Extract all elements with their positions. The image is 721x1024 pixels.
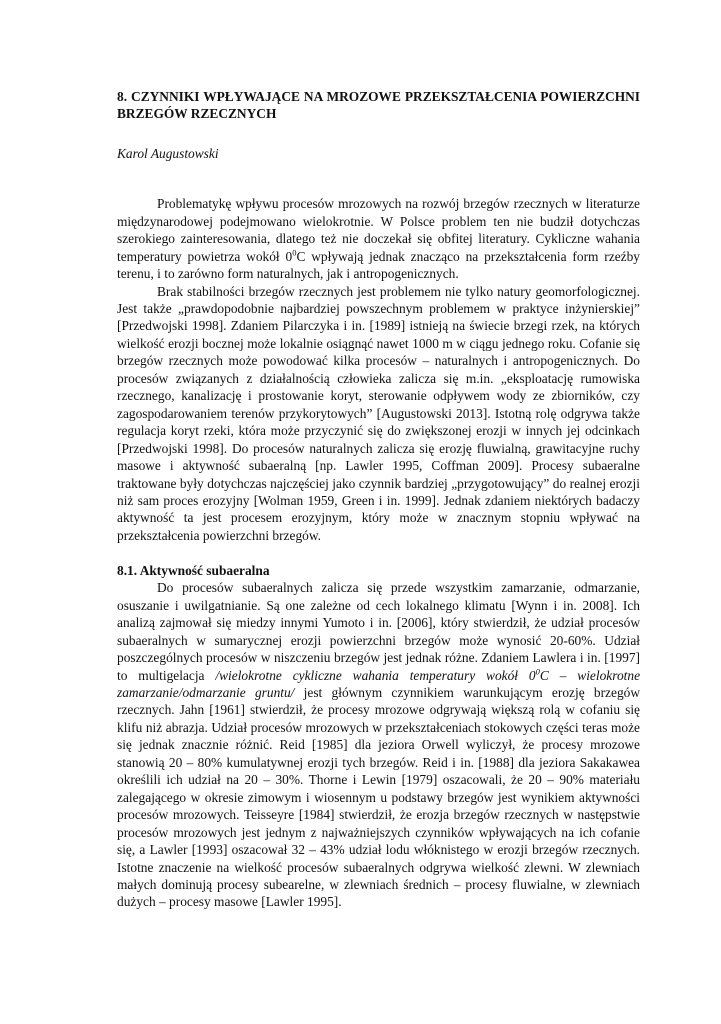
section-paragraph-italic-a: /wielokrotne cykliczne wahania temperatury wokół 0 [215, 667, 536, 683]
section-paragraph-italic-b: C – wielokrotne zamarzanie/odmarzanie gruntu/ [117, 667, 641, 700]
section-paragraph-text-a: Do procesów subaeralnych zalicza się przede wszystkim zamarzanie, odmarzanie, osuszanie i uwilgatnianie. Są one zależne od cech lokalnego klimatu [Wynn i in. 2008]. Ich analizą zajmował się miedzy innymi Yumoto i in. [2006], który stwierdził, że udział procesów subaeralnych w sumarycznej erozji powierzchni brzegów może wynosić 20-60%. Udział poszczególnych procesów w niszczeniu brzegów jest jednak różne. Zdaniem Lawlera i in. [1997] to multigelacja [117, 580, 640, 683]
author-name: Karol Augustowski [117, 145, 219, 161]
intro-paragraph-1-text-a: Problematykę wpływu procesów mrozowych na rozwój brzegów rzecznych w literaturze międzynarodowej podejmowano wielokrotnie. W Polsce problem ten nie budził dotychczas szerokiego zainteresowania, dlatego też nie doczekał się obfitej literatury. Cykliczne wahania temperatury powietrza wokół 0 [117, 196, 640, 264]
intro-section [117, 195, 640, 544]
section-paragraph [117, 579, 640, 911]
intro-paragraph-1-text-b: C wpływają jednak znacząco na przekształcenia form rzeźby terenu, i to zarówno form naturalnych, jak i antropogenicznych. [117, 248, 640, 282]
degree-superscript-italic: 0 [535, 666, 540, 677]
intro-paragraph-2: Brak stabilności brzegów rzecznych jest problemem nie tylko natury geomorfologicznej. Jest także „prawdopodobnie najbardziej powszechnym problemem w praktyce inżynierskiej” [Przedwojski 1998]. Zdaniem Pilarczyka i in. [1989] istnieją na świecie brzegi rzek, na których wielkość erozji bocznej może lokalnie osiągnąć nawet 1000 m w ciągu jednego roku. Cofanie się brzegów rzecznych może powodować kilka procesów – naturalnych i antropogenicznych. Do procesów związanych z działalnością człowieka zalicza się m.in. „eksploatację rumowiska rzecznego, kanalizację i prostowanie koryt, sterowanie odpływem wody ze zbiorników, czy zagospodarowaniem terenów przykorytowych” [Augustowski 2013]. Istotną rolę odgrywa także regulacja koryt rzeki, która może przyczynić się do zwiększonej erozji w innych jej odcinkach [Przedwojski 1998]. Do procesów naturalnych zalicza się erozję fluwialną, grawitacyjne ruchy masowe i aktywność subaeralną [np. Lawler 1995, Coffman 2009]. Procesy subaeralne traktowane były dotychczas najczęściej jako czynnik bardziej „przygotowujący” do realnej erozji niż sam proces erozyjny [Wolman 1959, Green i in. 1999]. Jednak zdaniem niektórych badaczy aktywność ta jest procesem erozyjnym, który może w znacznym stopniu wpływać na przekształcenia powierzchni brzegów. [117, 283, 640, 543]
section-body [117, 579, 640, 911]
document-page [117, 88, 640, 911]
section-heading: 8.1. Aktywność subaeralna [117, 562, 270, 578]
section-paragraph-text-b: jest głównym czynnikiem warunkującym erozję brzegów rzecznych. Jahn [1961] stwierdził, że procesy mrozowe odgrywają większą rolą w cofaniu się klifu niż abrazja. Udział procesów mrozowych w przekształceniach stokowych części teras może się jednak znacznie różnić. Reid [1985] dla jeziora Orwell wyliczył, że procesy mrozowe stanowią 20 – 80% kumulatywnej erozji tych brzegów. Reid i in. [1988] dla jeziora Sakakawea określili ich udział na 20 – 30%. Thorne i Lewin [1979] oszacowali, że 20 – 90% materiału zalegającego w okresie zimowym i wiosennym u podstawy brzegów jest wynikiem aktywności procesów mrozowych. Teisseyre [1984] stwierdził, że erozja brzegów rzecznych w następstwie procesów mrozowych jest jednym z najważniejszych czynników wpływających na ich cofanie się, a Lawler [1993] oszacował 32 – 43% udział lodu włóknistego w erozji brzegów rzecznych. Istotne znaczenie na wielkość procesów subaeralnych odgrywa wielkość zlewni. W zlewniach małych dominują procesy subearelne, w zlewniach średnich – procesy fluwialne, w zlewniach dużych – procesy masowe [Lawler 1995]. [117, 685, 641, 910]
chapter-title: 8. CZYNNIKI WPŁYWAJĄCE NA MROZOWE PRZEKSZTAŁCENIA POWIERZCHNI BRZEGÓW RZECZNYCH [117, 89, 640, 122]
degree-superscript: 0 [292, 247, 297, 258]
intro-paragraph-1 [117, 195, 640, 282]
